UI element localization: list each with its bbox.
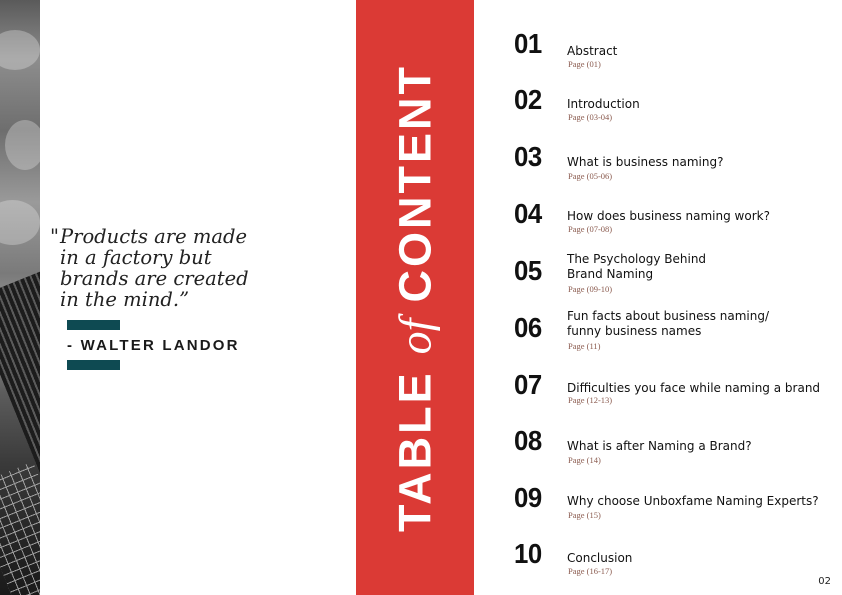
toc-page-ref: Page (16-17) xyxy=(568,566,613,576)
page-title xyxy=(389,64,442,532)
toc-number: 03 xyxy=(514,141,542,172)
toc-page-ref: Page (07-08) xyxy=(568,224,613,234)
toc-number: 05 xyxy=(514,255,542,286)
toc-title: Conclusion xyxy=(567,551,633,565)
toc-title: Introduction xyxy=(567,97,640,111)
toc-page-ref: Page (11) xyxy=(568,341,601,351)
toc-number: 10 xyxy=(514,538,542,569)
toc-number: 08 xyxy=(514,425,542,456)
toc-title: Difficulties you face while naming a brand xyxy=(567,381,821,395)
toc-page-ref: Page (12-13) xyxy=(568,395,613,405)
quote-author: - WALTER LANDOR xyxy=(67,337,240,354)
quote-block xyxy=(50,225,268,311)
toc-page-ref: Page (15) xyxy=(568,510,601,520)
toc-title: Why choose Unboxfame Naming Experts? xyxy=(567,494,819,508)
quote-open-mark: " xyxy=(50,225,59,248)
toc-number: 01 xyxy=(514,28,542,59)
toc-number: 02 xyxy=(514,84,542,115)
toc-title: Abstract xyxy=(567,44,618,58)
toc-number: 07 xyxy=(514,369,542,400)
toc-title: Fun facts about business naming/ funny business names xyxy=(567,309,770,338)
toc-title: The Psychology Behind Brand Naming xyxy=(567,252,707,281)
toc-title: What is business naming? xyxy=(567,155,724,169)
toc-title: What is after Naming a Brand? xyxy=(567,439,752,453)
quote-divider-bottom xyxy=(67,360,120,370)
toc-page-ref: Page (01) xyxy=(568,59,601,69)
title-word-table: TABLE xyxy=(389,370,441,532)
toc-page-ref: Page (03-04) xyxy=(568,112,613,122)
page-number: 02 xyxy=(818,576,831,587)
toc-page-ref: Page (05-06) xyxy=(568,171,613,181)
toc-title: How does business naming work? xyxy=(567,209,770,223)
toc-number: 06 xyxy=(514,312,542,343)
title-word-of: of xyxy=(389,318,441,355)
quote-divider-top xyxy=(67,320,120,330)
title-word-content: CONTENT xyxy=(389,64,441,303)
toc-number: 09 xyxy=(514,482,542,513)
toc-page-ref: Page (09-10) xyxy=(568,284,613,294)
toc-number: 04 xyxy=(514,198,542,229)
building-photo xyxy=(0,0,40,595)
quote-text: Products are made in a factory but brands are created in the mind.” xyxy=(60,225,249,311)
toc-page-ref: Page (14) xyxy=(568,455,601,465)
